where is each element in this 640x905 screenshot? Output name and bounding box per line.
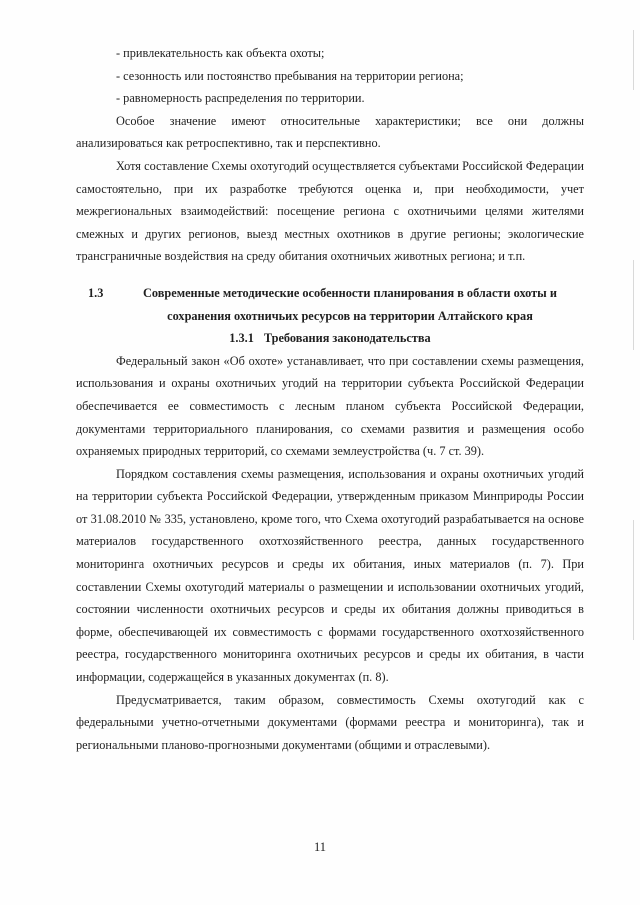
page-body — [76, 42, 584, 756]
paragraph: Хотя составление Схемы охотугодий осуществляется субъектами Российской Федерации самостоятельно, при их разработке требуются оценка и, при необходимости, учет межрегиональных взаимодействий: посещение региона с охотничьими целями жителями смежных и других регионов, выезд местных охотников в другие регионы; экологические трансграничные воздействия на среду обитания охотничьих животных региона; и т.п. — [76, 158, 584, 264]
subsection-heading — [76, 327, 584, 350]
bullet-item: - сезонность или постоянство пребывания на территории региона; — [116, 68, 464, 83]
scan-edge-mark — [633, 520, 634, 640]
paragraph: Порядком составления схемы размещения, использования и охраны охотничьих угодий на территории субъекта Российской Федерации, утвержденным приказом Минприроды России от 31.08.2010 № 335, установлено, кроме того, что Схема охотугодий разрабатывается на основе материалов государственного охотхозяйственного реестра, данных государственного мониторинга охотничьих ресурсов и среды их обитания, иных материалов (п. 7). При составлении Схемы охотугодий материалы о размещении и использовании охотничьих угодий, состоянии численности охотничьих ресурсов и среды их обитания должны приводиться в форме, обеспечивающей их совместимость с формами государственного охотхозяйственного реестра, государственного мониторинга охотничьих ресурсов и среды их обитания, в части информации, содержащейся в указанных документах (п. 8). — [76, 466, 584, 685]
section-heading — [76, 282, 584, 327]
scan-edge-mark — [633, 260, 634, 350]
page-number: 11 — [313, 840, 327, 854]
subsection-title: Требования законодательства — [263, 331, 431, 346]
paragraph: Особое значение имеют относительные характеристики; все они должны анализироваться как ретроспективно, так и перспективно. — [76, 113, 584, 151]
paragraph: Федеральный закон «Об охоте» устанавливает, что при составлении схемы размещения, использования и охраны охотничьих угодий на территории субъекта Российской Федерации обеспечивается ее совместимость с лесным планом субъекта Российской Федерации, документами территориального планирования, со схемами развития и размещения особо охраняемых природных территорий, со схемами землеустройства (ч. 7 ст. 39). — [76, 353, 584, 459]
scan-edge-mark — [633, 30, 634, 90]
bullet-item: - привлекательность как объекта охоты; — [116, 46, 325, 60]
subsection-number: 1.3.1 — [229, 331, 254, 346]
bullet-item: - равномерность распределения по территории. — [116, 91, 365, 106]
section-number: 1.3 — [88, 285, 104, 300]
paragraph: Предусматривается, таким образом, совместимость Схемы охотугодий как с федеральными учетно-отчетными документами (формами реестра и мониторинга), так и региональными планово-прогнозными документами (общими и отраслевыми). — [76, 692, 584, 752]
section-title: Современные методические особенности планирования в области охоты и сохранения охотничьих ресурсов на территории Алтайского края — [143, 285, 557, 323]
